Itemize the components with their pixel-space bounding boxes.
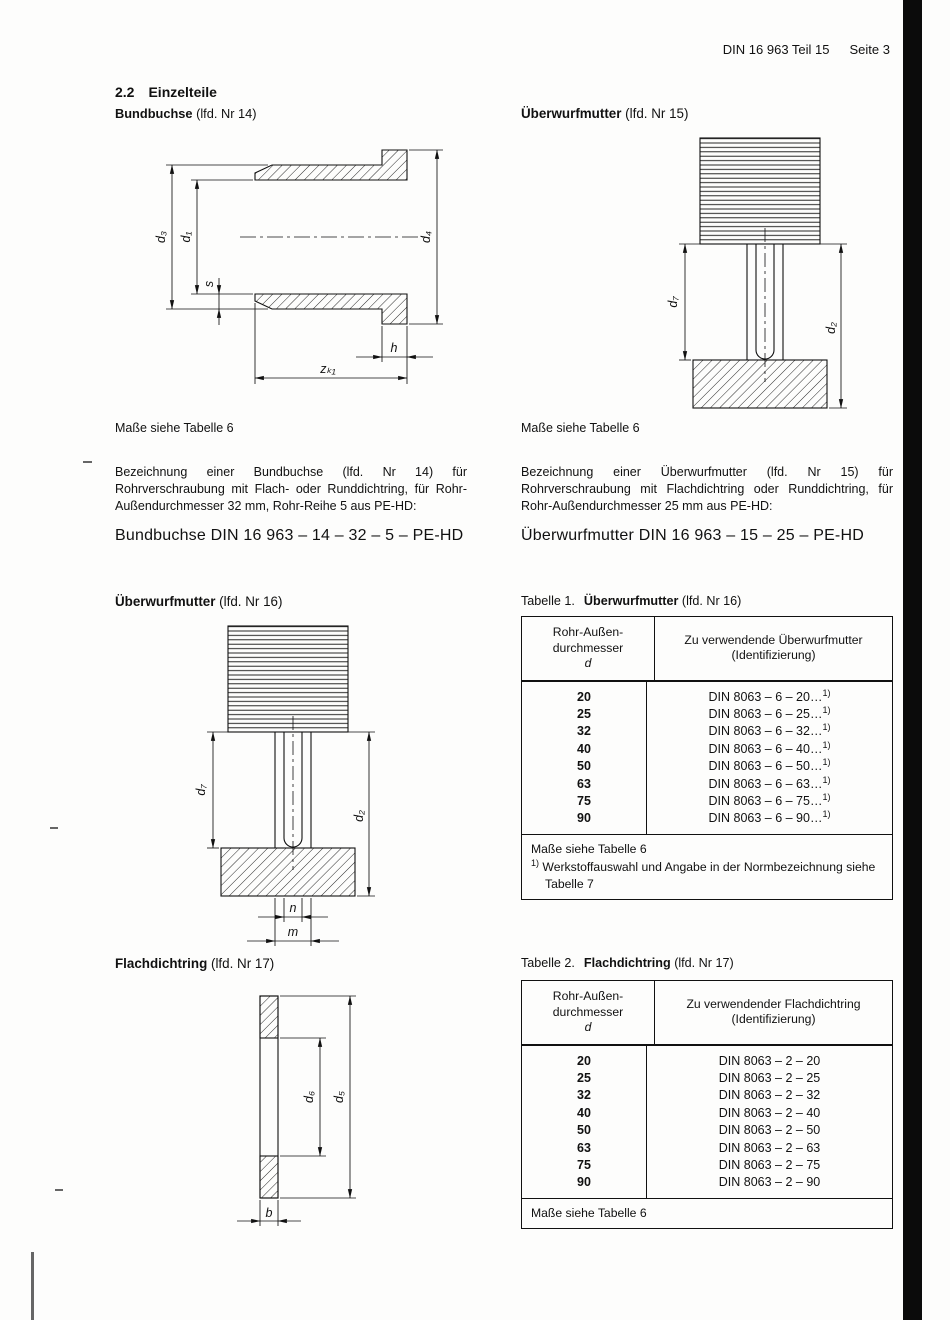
table-2: [521, 980, 893, 1229]
dim-label-d2: d₂: [352, 810, 366, 822]
footnote-marker: 1): [531, 858, 540, 869]
section-heading: [115, 84, 217, 100]
pipe-diameter-value: 25: [577, 1070, 591, 1085]
header-line: (Identifizierung): [731, 648, 816, 663]
footnote-marker: 1): [822, 739, 831, 750]
dim-label-d2: d₂: [824, 322, 838, 334]
pipe-diameter-value: 40: [577, 1105, 591, 1120]
part-ref: (lfd. Nr 17): [211, 956, 275, 971]
dim-label-s: s: [202, 280, 216, 288]
flachdichtring-heading: [115, 956, 274, 971]
pipe-diameter-value: 75: [577, 793, 591, 808]
identification-value: DIN 8063 – 2 – 75: [718, 1157, 821, 1172]
margin-mark-3: [55, 1189, 63, 1191]
table-1-footer: [522, 835, 892, 900]
margin-mark-1: [83, 461, 92, 463]
dimension-labels: [666, 296, 838, 334]
ueberwurfmutter-16-heading: [115, 594, 282, 609]
ueberwurfmutter-15-heading: [521, 106, 688, 121]
pipe-diameter-value: 20: [577, 1053, 591, 1068]
gasket-cross-section: [260, 996, 278, 1198]
col-header-identification: [654, 617, 892, 680]
table-1-caption: [521, 594, 741, 608]
section-number: 2.2: [115, 84, 135, 100]
header-line: durchmesser: [552, 1004, 624, 1019]
header-line: durchmesser: [552, 640, 624, 655]
table-footnote: $^{1)}$ Werkstoffauswahl und Angabe in der Normbezeichnung siehe Tabelle 7: [531, 858, 876, 891]
header-symbol-d: d: [584, 1020, 592, 1034]
identification-value: DIN 8063 – 2 – 63: [718, 1140, 821, 1155]
ueberwurfmutter-15-designation: Überwurfmutter DIN 16 963 – 15 – 25 – PE-HD: [521, 527, 864, 544]
doc-reference: DIN 16 963 Teil 15: [722, 42, 830, 57]
table-1: [521, 616, 893, 900]
caption-name: Überwurfmutter: [583, 594, 679, 608]
caption-label: Tabelle 1.: [521, 594, 575, 608]
footnote-marker: 1): [822, 774, 831, 785]
dim-label-d1: d₁: [179, 231, 193, 243]
header-symbol-d: d: [584, 656, 592, 670]
page-number: Seite 3: [849, 42, 890, 57]
table-1-header-row: [522, 617, 892, 682]
pipe-diameter-value: 90: [577, 1175, 591, 1190]
identification-value: DIN 8063 – 2 – 20: [718, 1053, 821, 1068]
col-header-identification: [654, 981, 892, 1044]
threaded-head: [228, 626, 348, 732]
ueberwurfmutter-15-note: Maße siehe Tabelle 6: [521, 421, 640, 435]
identification-value: DIN 8063 – 6 – 90…$^{1)}$: [708, 809, 831, 826]
pipe-diameter-value: 40: [577, 741, 591, 756]
table-2-header-row: [522, 981, 892, 1046]
header-line: Rohr-Außen-: [552, 989, 624, 1003]
threaded-head: [700, 138, 820, 244]
ueberwurfmutter-16-drawing: [183, 620, 398, 955]
header-reference: [723, 42, 890, 57]
nut-body-section: [693, 244, 827, 408]
header-line: Rohr-Außen-: [552, 625, 624, 639]
identification-value: DIN 8063 – 2 – 50: [718, 1123, 821, 1138]
bundbuchse-note: Maße siehe Tabelle 6: [115, 421, 234, 435]
identification-value: DIN 8063 – 6 – 40…$^{1)}$: [708, 739, 831, 756]
bundbuchse-heading: [115, 106, 257, 121]
pipe-diameter-value: 75: [577, 1157, 591, 1172]
identification-value: DIN 8063 – 6 – 63…$^{1)}$: [708, 774, 831, 791]
identification-value: DIN 8063 – 6 – 32…$^{1)}$: [708, 722, 831, 739]
dim-label-d4: d₄: [419, 231, 433, 243]
caption-ref: (lfd. Nr 17): [674, 956, 734, 970]
caption-name: Flachdichtring: [583, 956, 671, 970]
table-2-caption: [521, 956, 734, 970]
dim-label-d6: d₆: [302, 1091, 316, 1103]
pipe-diameter-value: 63: [577, 1140, 591, 1155]
part-name: Bundbuchse: [115, 106, 193, 121]
pipe-diameter-value: 90: [577, 811, 591, 826]
diameter-column: [522, 682, 646, 834]
table-2-footer: [522, 1199, 892, 1229]
footnote-marker: 1): [822, 722, 831, 733]
col-header-diameter: [522, 617, 654, 680]
dim-label-b: b: [265, 1206, 273, 1220]
bundbuchse-drawing: [122, 132, 457, 394]
dim-label-m: m: [287, 925, 299, 939]
part-ref: (lfd. Nr 15): [625, 106, 689, 121]
bundbuchse-description: Bezeichnung einer Bundbuchse (lfd. Nr 14) für Rohrverschraubung mit Flach- oder Runddichtring, für Rohr-Außendurchmesser 32 mm, Rohr-Reihe 5 aus PE-HD:: [115, 465, 467, 513]
footnote-marker: 1): [822, 756, 831, 767]
part-name: Überwurfmutter: [115, 594, 216, 609]
scan-edge-bar: [903, 0, 922, 1320]
dim-label-n: n: [289, 901, 297, 915]
identification-value: DIN 8063 – 2 – 40: [718, 1105, 821, 1120]
pipe-diameter-value: 25: [577, 706, 591, 721]
header-line: Zu verwendender Flachdichtring: [686, 996, 861, 1011]
dim-label-d7: d₇: [194, 784, 208, 796]
identification-value: DIN 8063 – 2 – 32: [718, 1088, 821, 1103]
header-line: (Identifizierung): [731, 1012, 816, 1027]
identification-value: DIN 8063 – 6 – 25…$^{1)}$: [708, 704, 831, 721]
ueberwurfmutter-15-drawing: [655, 132, 870, 424]
corner-mark: [31, 1252, 34, 1320]
dimension-lines: [166, 150, 443, 384]
footnote-marker: 1): [822, 791, 831, 802]
margin-mark-2: [50, 827, 58, 829]
dim-label-d7: d₇: [666, 296, 680, 308]
dim-label-d3: d₃: [154, 231, 168, 243]
pipe-diameter-value: 20: [577, 689, 591, 704]
dim-label-h: h: [390, 341, 398, 355]
dim-label-d5: d₅: [332, 1091, 346, 1103]
identification-column: [646, 682, 892, 834]
table-note: Maße siehe Tabelle 6: [531, 841, 647, 856]
diameter-column: [522, 1046, 646, 1198]
identification-value: DIN 8063 – 2 – 25: [718, 1070, 821, 1085]
section-title: Einzelteile: [148, 84, 217, 100]
col-header-diameter: [522, 981, 654, 1044]
footnote-marker: 1): [822, 704, 831, 715]
pipe-diameter-value: 32: [577, 724, 591, 739]
part-name: Überwurfmutter: [521, 106, 622, 121]
table-note: Maße siehe Tabelle 6: [531, 1205, 647, 1220]
dimension-lines: [237, 996, 356, 1226]
part-ref: (lfd. Nr 14): [196, 106, 257, 121]
pipe-diameter-value: 50: [577, 1123, 591, 1138]
footnote-marker: 1): [822, 687, 831, 698]
caption-ref: (lfd. Nr 16): [681, 594, 742, 608]
footnote-marker: 1): [822, 809, 831, 820]
dim-label-zk1: zₖ₁: [320, 362, 336, 376]
nut-body-section: [221, 732, 355, 896]
table-2-body: [522, 1046, 892, 1199]
header-line: Zu verwendende Überwurfmutter: [684, 632, 863, 647]
caption-label: Tabelle 2.: [521, 956, 575, 970]
identification-value: DIN 8063 – 6 – 50…$^{1)}$: [708, 756, 831, 774]
pipe-diameter-value: 50: [577, 759, 591, 774]
flachdichtring-drawing: [232, 988, 382, 1233]
identification-value: DIN 8063 – 6 – 75…$^{1)}$: [708, 791, 831, 808]
identification-value: DIN 8063 – 6 – 20…$^{1)}$: [708, 687, 831, 704]
part-name: Flachdichtring: [115, 956, 208, 971]
table-1-body: [522, 682, 892, 835]
bundbuchse-designation: Bundbuchse DIN 16 963 – 14 – 32 – 5 – PE-HD: [115, 527, 464, 544]
part-ref: (lfd. Nr 16): [219, 594, 283, 609]
identification-column: [646, 1046, 892, 1198]
pipe-diameter-value: 32: [577, 1088, 591, 1103]
identification-value: DIN 8063 – 2 – 90: [718, 1175, 821, 1190]
pipe-diameter-value: 63: [577, 776, 591, 791]
ueberwurfmutter-15-description: Bezeichnung einer Überwurfmutter (lfd. Nr 15) für Rohrverschraubung mit Flachdichtring oder Runddichtring, für Rohr-Außendurchmesser 25 mm aus PE-HD:: [521, 465, 893, 513]
